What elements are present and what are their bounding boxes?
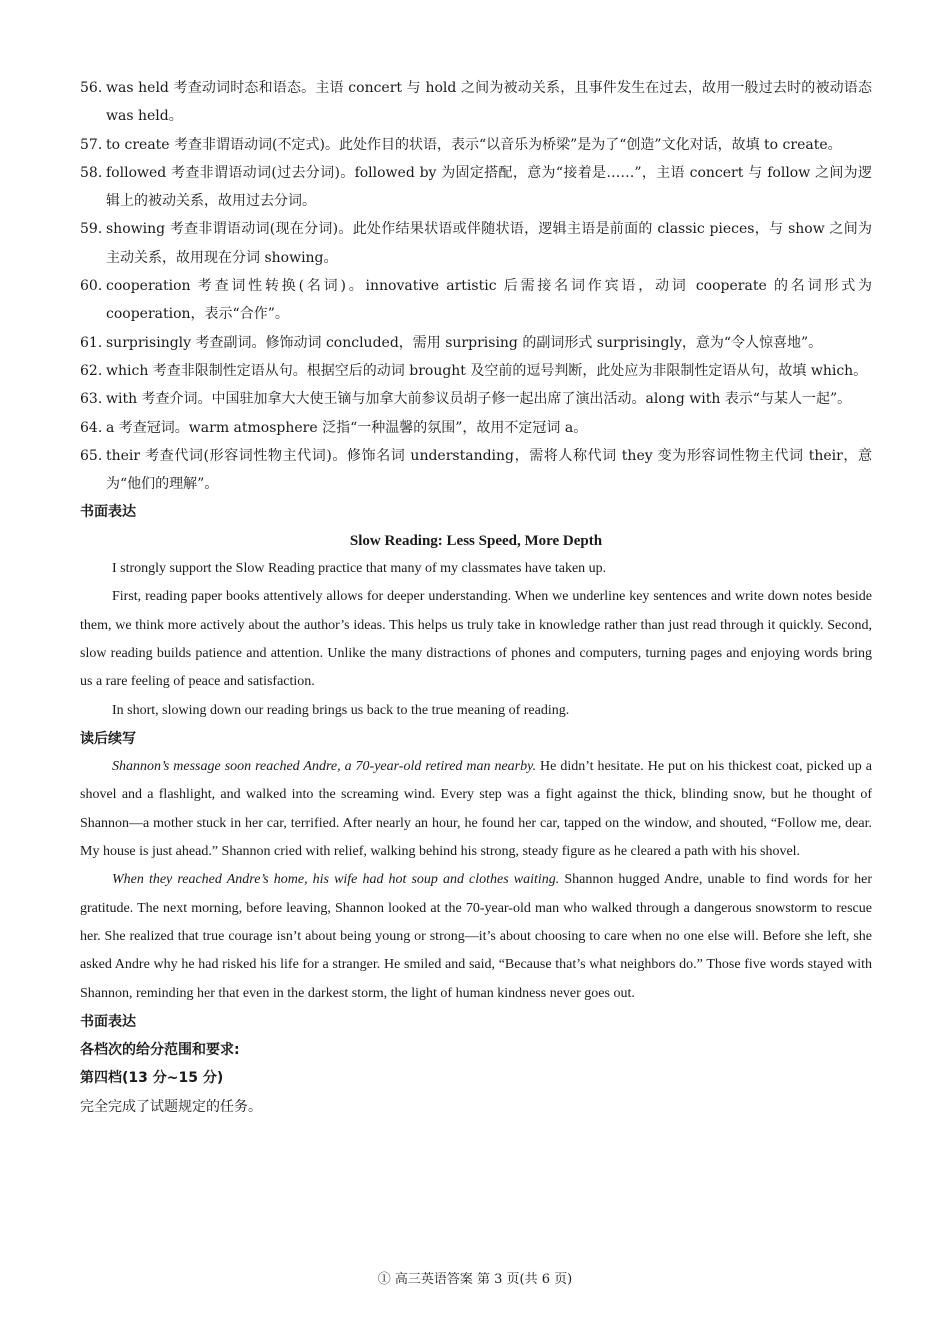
continuation-body-1: He didn’t hesitate. He put on his thickest coat, picked up a shovel and a flashlight, and walked into the screaming wind. Every step was a fight against the thick, blinding snow, but he thought of Shannon—a mother stuck in her car, terrified. After nearly an hour, he found her car, tapped on the window, and shouted, “Follow me, dear. My house is just ahead.” Shannon cried with relief, walking behind his strong, steady figure as he cleared a path with his shovel. [80,759,873,860]
scoring-level: 第四档(13 分~15 分) [80,1070,224,1087]
continuation-paragraph-1 [80,753,872,866]
answer-number: 65. [80,447,103,464]
answer-item [80,215,872,272]
answer-item [80,272,872,329]
answer-item [80,74,872,131]
answer-page [80,74,872,1121]
answer-number: 57. [80,136,103,153]
section-heading-continuation: 读后续写 [80,730,136,747]
continuation-lead-2: When they reached Andre’s home, his wife had hot soup and clothes waiting. [112,872,560,888]
page-footer: ① 高三英语答案 第 3 页(共 6 页) [377,1272,573,1287]
answer-item [80,442,872,499]
answer-item [80,131,872,159]
continuation-paragraph-2 [80,866,872,1007]
answer-explanation: cooperation 考查词性转换(名词)。innovative artistic 后需接名词作宾语，动词 cooperate 的名词形式为 cooperation，表示“合作”。 [106,278,872,323]
answer-item [80,159,872,216]
answer-number: 62. [80,362,103,379]
essay-title: Slow Reading: Less Speed, More Depth [349,532,603,549]
answer-number: 58. [80,164,103,181]
answer-explanation: which 考查非限制性定语从句。根据空后的动词 brought 及空前的逗号判断，此处应为非限制性定语从句，故填 which。 [106,362,868,379]
scoring-subheading: 各档次的给分范围和要求: [80,1042,240,1059]
scoring-description: 完全完成了试题规定的任务。 [80,1098,262,1115]
answer-explanation: was held 考查动词时态和语态。主语 concert 与 hold 之间为被动关系，且事件发生在过去，故用一般过去时的被动语态 was held。 [106,80,872,125]
answer-explanation: with 考查介词。中国驻加拿大大使王镝与加拿大前参议员胡子修一起出席了演出活动。along with 表示“与某人一起”。 [106,391,852,408]
answer-explanation: surprisingly 考查副词。修饰动词 concluded，需用 surprising 的副词形式 surprisingly，意为“令人惊喜地”。 [106,334,823,351]
essay-paragraph-3: In short, slowing down our reading brings us back to the true meaning of reading. [112,702,570,718]
answer-explanation: to create 考查非谓语动词(不定式)。此处作目的状语，表示“以音乐为桥梁”是为了“创造”文化对话，故填 to create。 [106,136,842,153]
section-heading-scoring: 书面表达 [80,1013,136,1030]
section-heading-writing: 书面表达 [80,504,136,521]
answer-item [80,385,872,413]
answer-number: 56. [80,80,103,96]
continuation-lead-1: Shannon’s message soon reached Andre, a 70-year-old retired man nearby. [112,759,537,775]
essay-paragraph-2: First, reading paper books attentively allows for deeper understanding. When we underline key sentences and write down notes beside them, we think more actively about the author’s ideas. This helps us truly take in knowledge rather than just read through it quickly. Second, slow reading builds patience and attention. Unlike the many distractions of phones and computers, turning pages and enjoying words bring us a rare feeling of peace and satisfaction. [80,589,872,690]
essay-paragraph-1: I strongly support the Slow Reading practice that many of my classmates have taken up. [112,561,607,577]
answer-item [80,357,872,385]
answer-explanation: their 考查代词(形容词性物主代词)。修饰名词 understanding，需将人称代词 they 变为形容词性物主代词 their，意为“他们的理解”。 [106,447,872,493]
answer-list [80,74,872,498]
answer-number: 61. [80,334,103,351]
answer-item [80,329,872,357]
answer-explanation: followed 考查非谓语动词(过去分词)。followed by 为固定搭配，意为“接着是……”，主语 concert 与 follow 之间为逻辑上的被动关系，故用过去分词。 [106,164,872,210]
answer-explanation: showing 考查非谓语动词(现在分词)。此处作结果状语或伴随状语，逻辑主语是前面的 classic pieces，与 show 之间为主动关系，故用现在分词 showing。 [106,221,872,266]
answer-number: 63. [80,391,103,408]
answer-explanation: a 考查冠词。warm atmosphere 泛指“一种温馨的氛围”，故用不定冠词 a。 [106,419,588,436]
answer-number: 64. [80,419,103,436]
continuation-body-2: Shannon hugged Andre, unable to find words for her gratitude. The next morning, before leaving, Shannon looked at the 70-year-old man who walked through a dangerous snowstorm to rescue her. She realized that true courage isn’t about being young or strong—it’s about choosing to care when no one else will. Before she left, she asked Andre why he had risked his life for a stranger. He smiled and said, “Because that’s what neighbors do.” Those five words stayed with Shannon, reminding her that even in the darkest storm, the light of human kindness never goes out. [80,872,872,1001]
answer-number: 60. [80,278,103,295]
answer-number: 59. [80,221,103,238]
answer-item [80,414,872,442]
